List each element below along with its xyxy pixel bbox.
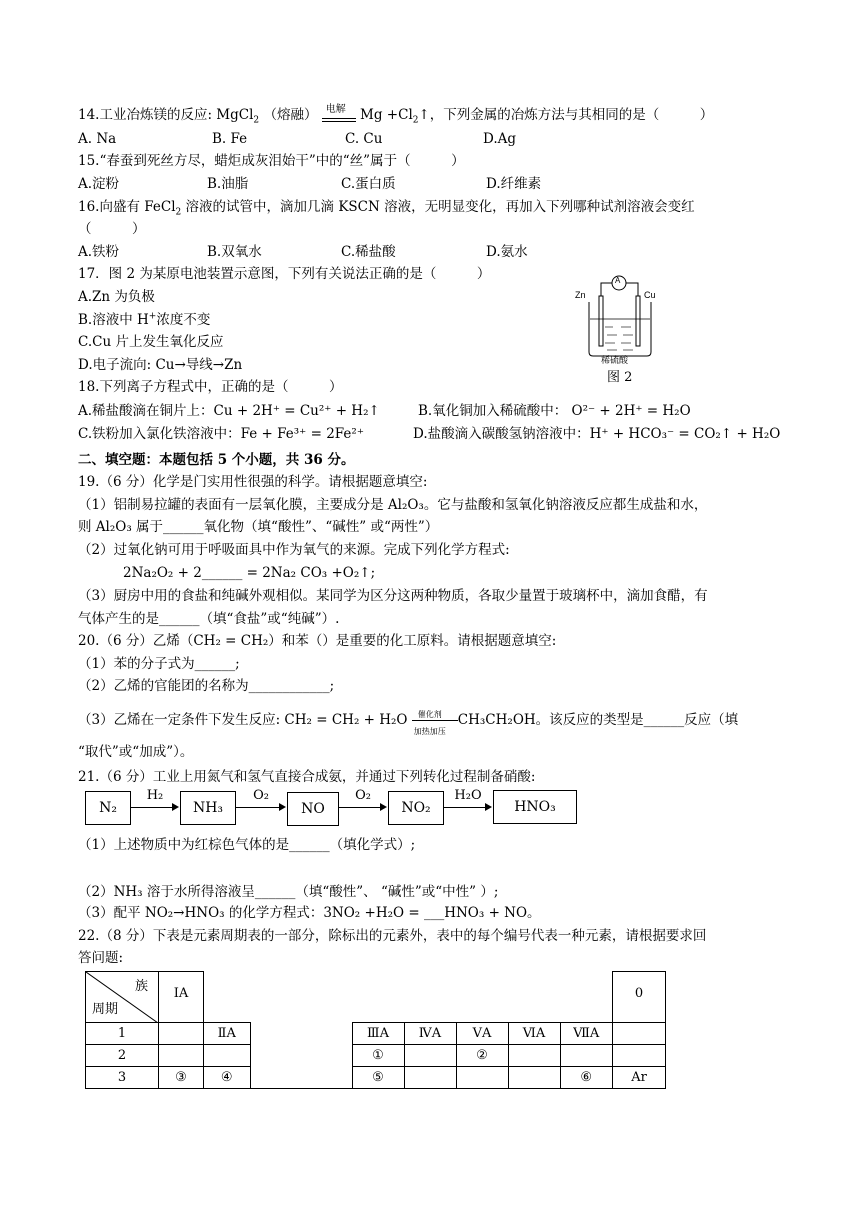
- q19-part3-a: （3）厨房中用的食盐和纯碱外观相似。某同学为区分这两种物质，各取少量置于玻璃杯中，滴加食醋，有: [78, 588, 708, 604]
- q17-option-b: B.溶液中 H+浓度不变: [78, 311, 211, 328]
- corner-label-period: 周期: [92, 1002, 119, 1017]
- q17-option-c: C.Cu 片上发生氧化反应: [78, 334, 224, 350]
- period-1: 1: [86, 1023, 159, 1045]
- arrow-label-o2-1: O₂: [253, 788, 269, 803]
- figure-caption: 图 2: [607, 370, 633, 385]
- period-3: 3: [86, 1067, 159, 1089]
- q19-part2: （2）过氧化钠可用于呼吸面具中作为氧气的来源。完成下列化学方程式:: [78, 542, 510, 558]
- section-heading: 二、填空题：本题包括 5 个小题，共 36 分。: [78, 452, 355, 468]
- q14-stem: 14.工业冶炼镁的反应: MgCl$_2$ （熔融） 电解 $Mg +Cl_2↑$，下列金属的冶炼方法与其相同的是（ ）: [78, 106, 713, 125]
- chain-box-n2: N₂: [85, 791, 131, 825]
- header-iia: ⅡA: [204, 1023, 251, 1045]
- arrow-label-h2o: H₂O: [454, 788, 482, 803]
- q14-option-b: B. Fe: [212, 131, 248, 147]
- q18-stem: 18.下列离子方程式中，正确的是（ ）: [78, 379, 343, 395]
- q19-part2-equation: 2Na₂O₂ + 2______ = 2Na₂ CO₃ +O₂↑;: [123, 565, 376, 581]
- q15-option-b: B.油脂: [207, 176, 249, 192]
- q22-stem-cont: 答问题:: [78, 950, 124, 966]
- period-2: 2: [86, 1045, 159, 1067]
- chain-box-nh3: NH₃: [180, 791, 236, 825]
- q14-option-a: A. Na: [78, 131, 117, 147]
- header-viia: ⅦA: [560, 1023, 613, 1045]
- q16-option-b: B.双氧水: [207, 244, 262, 260]
- q17-option-d: D.电子流向: Cu→导线→Zn: [78, 357, 243, 373]
- q20-stem: 20.（6 分）乙烯（CH₂ = CH₂）和苯（）是重要的化工原料。请根据题意填空:: [78, 633, 557, 649]
- chain-box-no: NO: [287, 792, 339, 826]
- element-ar: Ar: [613, 1067, 666, 1089]
- header-ia: IA: [159, 972, 204, 1023]
- q19-stem: 19.（6 分）化学是门实用性很强的科学。请根据题意填空:: [78, 474, 428, 490]
- element-2: ②: [456, 1045, 508, 1067]
- element-6: ⑥: [560, 1067, 613, 1089]
- zn-electrode-label: Zn: [575, 290, 586, 300]
- galvanic-cell-figure: [573, 272, 663, 384]
- q21-part2: （2）NH₃ 溶于水所得溶液呈______（填“酸性”、 “碱性”或“中性” ）;: [78, 884, 499, 900]
- element-3: ③: [159, 1067, 204, 1089]
- ammeter-label: A: [615, 276, 621, 285]
- q18-option-b: B.氧化铜加入稀硫酸中： O²⁻ + 2H⁺ = H₂O: [418, 403, 691, 419]
- q18-option-d: D.盐酸滴入碳酸氢钠溶液中：H⁺ + HCO₃⁻ = CO₂↑ + H₂O: [413, 426, 781, 442]
- q22-stem: 22.（8 分）下表是元素周期表的一部分，除标出的元素外，表中的每个编号代表一种元素，请根据要求回: [78, 928, 707, 944]
- corner-label-group: 族: [134, 979, 148, 994]
- q21-stem: 21.（6 分）工业上用氮气和氢气直接合成氨，并通过下列转化过程制备硝酸:: [78, 769, 536, 785]
- catalyst-condition: 催化剂: [417, 709, 442, 719]
- q20-part2: （2）乙烯的官能团的名称为____________;: [78, 678, 335, 694]
- electrolysis-condition: 电解: [325, 103, 346, 115]
- q18-option-c: C.铁粉加入氯化铁溶液中：Fe + Fe³⁺ = 2Fe²⁺: [78, 426, 364, 442]
- header-iva: ⅣA: [404, 1023, 456, 1045]
- q20-part3: （3）乙烯在一定条件下发生反应: CH₂ = CH₂ + H₂O 催化剂 加热加压 CH₃CH₂OH。该反应的类型是______反应（填: [78, 711, 738, 730]
- header-va: ⅤA: [456, 1023, 508, 1045]
- chain-box-no2: NO₂: [388, 791, 444, 825]
- cu-electrode-label: Cu: [644, 290, 656, 300]
- arrow-label-h2: H₂: [146, 788, 164, 803]
- q18-option-a: A.稀盐酸滴在铜片上：Cu + 2H⁺ = Cu²⁺ + H₂↑: [78, 403, 380, 419]
- q16-option-d: D.氨水: [486, 244, 528, 260]
- header-iiia: ⅢA: [352, 1023, 404, 1045]
- heat-pressure-condition: 加热加压: [413, 726, 446, 736]
- q19-part1-b: 则 Al₂O₃ 属于______氧化物（填“酸性”、“碱性” 或“两性”）: [78, 519, 439, 535]
- q14-option-c: C. Cu: [345, 131, 383, 147]
- header-via: ⅥA: [508, 1023, 560, 1045]
- arrow-label-o2-2: O₂: [355, 788, 371, 803]
- q15-option-c: C.蛋白质: [341, 176, 396, 192]
- q19-part3-b: 气体产生的是______（填“食盐”或“纯碱”）.: [78, 611, 340, 627]
- q16-stem-cont: （ ）: [78, 221, 146, 237]
- q21-part1: （1）上述物质中为红棕色气体的是______（填化学式）;: [78, 837, 416, 853]
- element-4: ④: [204, 1067, 251, 1089]
- q20-part1: （1）苯的分子式为______;: [78, 656, 240, 672]
- table-corner-cell: [86, 972, 159, 1023]
- element-1: ①: [352, 1045, 404, 1067]
- q16-option-c: C.稀盐酸: [341, 244, 396, 260]
- q16-option-a: A.铁粉: [78, 244, 120, 260]
- solution-label: 稀硫酸: [601, 355, 629, 365]
- q16-stem: 16.向盛有 FeCl$_2$ 溶液的试管中，滴加几滴 KSCN 溶液，无明显变化，再加入下列哪种试剂溶液会变红: [78, 199, 695, 218]
- header-zero: 0: [613, 972, 666, 1023]
- q14-option-d: D.Ag: [483, 131, 517, 147]
- q17-option-a: A.Zn 为负极: [78, 289, 155, 305]
- q15-option-a: A.淀粉: [78, 176, 120, 192]
- chain-box-hno3: HNO₃: [493, 790, 577, 824]
- q19-part1-a: （1）铝制易拉罐的表面有一层氧化膜，主要成分是 Al₂O₃。它与盐酸和氢氧化钠溶液反应都生成盐和水，: [78, 497, 708, 513]
- q15-stem: 15.“春蚕到死丝方尽，蜡炬成灰泪始干”中的“丝”属于（ ）: [78, 153, 465, 169]
- q20-part3-cont: “取代”或“加成”）。: [78, 744, 194, 760]
- q15-option-d: D.纤维素: [486, 176, 542, 192]
- element-5: ⑤: [352, 1067, 404, 1089]
- periodic-table: [85, 971, 666, 1089]
- q17-stem: 17．图 2 为某原电池装置示意图，下列有关说法正确的是（ ）: [78, 266, 491, 282]
- q21-part3: （3）配平 NO₂→HNO₃ 的化学方程式：3NO₂ +H₂O = ___HNO₃ + NO。: [78, 905, 541, 921]
